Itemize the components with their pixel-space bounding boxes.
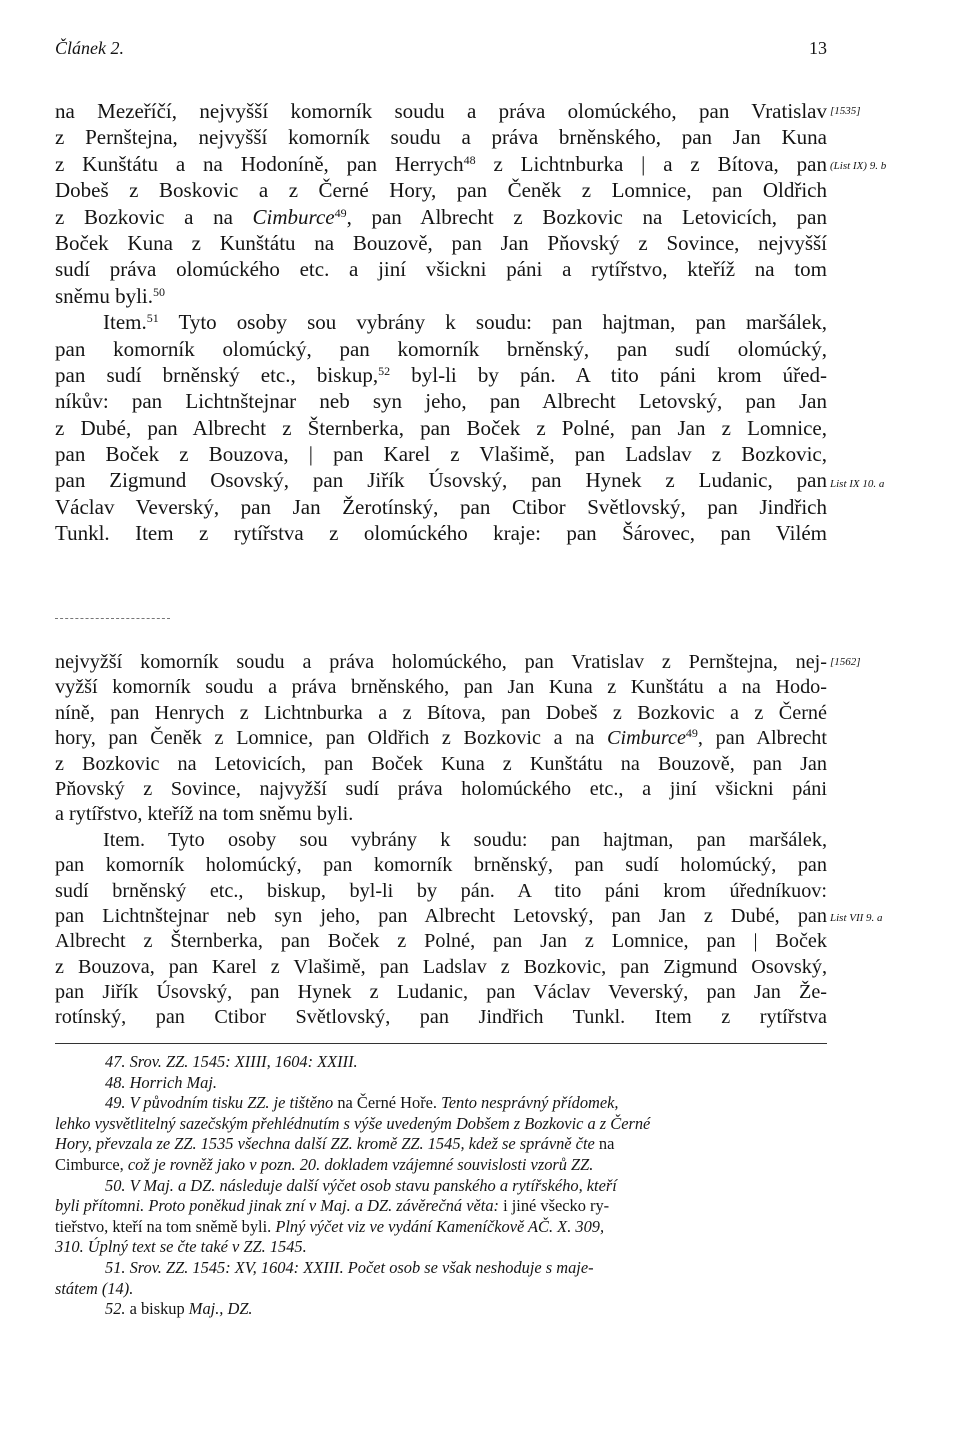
text-line: Boček Kuna z Kunštátu na Bouzově, pan Jan Pňovský z Sovince, nejvyšší bbox=[55, 230, 827, 255]
footnote-48: 48. Horrich Maj. bbox=[105, 1072, 218, 1092]
running-head bbox=[55, 38, 827, 62]
page-number: 13 bbox=[809, 38, 827, 58]
margin-note-list-vii-9a: List VII 9. a bbox=[830, 912, 883, 924]
text-line: pan komorník holomúcký, pan komorník brněnský, pan sudí holomúcký, pan bbox=[55, 854, 827, 877]
footnotes bbox=[55, 1052, 827, 1320]
text-line: Tunkl. Item z rytířstva z olomúckého kraje: pan Šárovec, pan Vilém bbox=[55, 521, 827, 546]
text-line: pan Boček z Bouzova, | pan Karel z Vlašimě, pan Ladslav z Bozkovic, bbox=[55, 442, 827, 467]
footnote-ref: 49 bbox=[334, 205, 347, 220]
footnote-51: 51. Srov. ZZ. 1545: XV, 1604: XXIII. Počet osob se však neshoduje s maje- státem (14). bbox=[55, 1257, 594, 1298]
text-line: pan Jiřík Úsovský, pan Hynek z Ludanic, pan Václav Veverský, pan Jan Že- bbox=[55, 981, 827, 1004]
footnote-rule bbox=[55, 1043, 827, 1044]
footnote-ref: 49 bbox=[685, 726, 698, 741]
text-line: Pňovský z Sovince, najvyžší sudí práva holomúckého etc., a jiní všickni páni bbox=[55, 777, 827, 800]
text-line: Albrecht z Šternberka, pan Boček z Polné, pan Jan z Lomnice, pan | Boček bbox=[55, 930, 827, 953]
section-separator bbox=[55, 618, 170, 619]
text-line: sudí brněnský etc., biskup, byl-li by pán. A tito páni krom úředníkuov: bbox=[55, 879, 827, 902]
text-line: z Dubé, pan Albrecht z Šternberka, pan Boček z Polné, pan Jan z Lomnice, bbox=[55, 415, 827, 440]
text-line: níkův: pan Lichtnštejnar neb syn jeho, pan Albrecht Letovský, pan Jan bbox=[55, 389, 827, 414]
text-line: pan komorník olomúcký, pan komorník brněnský, pan sudí olomúcký, bbox=[55, 336, 827, 361]
text-line: sněmu byli.$^{50}$ bbox=[55, 283, 165, 308]
text-line: Václav Veverský, pan Jan Žerotínský, pan Ctibor Světlovský, pan Jindřich bbox=[55, 494, 827, 519]
text-line: na Mezeříčí, nejvyšší komorník soudu a práva olomúckého, pan Vratislav bbox=[55, 99, 827, 123]
text-line: vyžší komorník soudu a práva brněnského, pan Jan Kuna z Kunštátu a na Hodo- bbox=[55, 676, 827, 699]
text-line: níně, pan Henrych z Lichtnburka a z Bítova, pan Dobeš z Bozkovic a z Černé bbox=[55, 701, 827, 724]
text-line: sudí práva olomúckého etc. a jiní všickni páni a rytířstvo, kteříž na tom bbox=[55, 257, 827, 282]
text-line: z Bouzova, pan Karel z Vlašimě, pan Ladslav z Bozkovic, pan Zigmund Osovský, bbox=[55, 955, 827, 978]
margin-note-list-ix-9b: (List IX) 9. b bbox=[830, 160, 887, 172]
footnote-ref: 51 bbox=[146, 311, 159, 326]
margin-note-year-1562: [1562] bbox=[830, 656, 861, 668]
margin-note-list-ix-10a: List IX 10. a bbox=[830, 478, 885, 490]
article-title: Článek 2. bbox=[55, 38, 124, 58]
footnote-49: 49. V původním tisku ZZ. je tištěno na Černé Hoře. Tento nesprávný přídomek, lehko vysvětlitelný sazečským přehlédnutím s výše uvedeným Dobšem z Bozkovic a z Černé Hory, převzala ze ZZ. 1535 všechna další ZZ. kromě ZZ. 1545, kdež se správně čte na Cimburce, což je rovněž jako v pozn. 20. dokladem vzájemné souvislosti vzorů ZZ. bbox=[55, 1093, 651, 1174]
footnote-47: 47. Srov. ZZ. 1545: XIIII, 1604: XXIII. bbox=[105, 1052, 358, 1071]
main-text-1535 bbox=[55, 98, 827, 547]
text-line: pan sudí brněnský etc., biskup,$^{52}$ byl-li by pán. A tito páni krom úřed- bbox=[55, 362, 827, 387]
text-line: hory, pan Čeněk z Lomnice, pan Oldřich z Bozkovic a na Cimburce$^{49}$, pan Albrecht bbox=[55, 726, 828, 750]
footnote-ref: 50 bbox=[153, 284, 165, 299]
text-line: rotínský, pan Ctibor Světlovský, pan Jindřich Tunkl. Item z rytířstva bbox=[55, 1006, 827, 1029]
footnote-ref: 48 bbox=[463, 152, 476, 167]
text-line: Dobeš z Boskovic a z Černé Hory, pan Čeněk z Lomnice, pan Oldřich bbox=[55, 178, 827, 203]
text-line: z Pernštejna, nejvyšší komorník soudu a práva brněnského, pan Jan Kuna bbox=[55, 125, 827, 150]
text-line: pan Lichtnštejnar neb syn jeho, pan Albrecht Letovský, pan Jan z Dubé, pan bbox=[55, 904, 827, 927]
text-line: a rytířstvo, kteříž na tom sněmu byli. bbox=[55, 803, 354, 826]
text-line: z Bozkovic a na Cimburce$^{49}$, pan Albrecht z Bozkovic na Letovicích, pan bbox=[55, 204, 827, 229]
text-line: nejvyžší komorník soudu a práva holomúckého, pan Vratislav z Pernštejna, nej- bbox=[55, 651, 827, 673]
text-line: Item.$^{51}$ Tyto osoby sou vybrány k soudu: pan hajtman, pan maršálek, bbox=[103, 310, 827, 335]
footnote-50: 50. V Maj. a DZ. následuje další výčet osob stavu panského a rytířského, kteří byli přítomni. Proto poněkud jinak zní v Maj. a DZ. závěrečná věta: i jiné všecko ry- tieřstvo, kteří na tom sněmě byli. Plný výčet viz ve vydání Kameníčkově AČ. X. 309, 310. Úplný text se čte také v ZZ. 1545. bbox=[55, 1175, 617, 1257]
footnote-ref: 52 bbox=[378, 363, 391, 378]
margin-note-year-1535: [1535] bbox=[830, 105, 861, 117]
text-line: Item. Tyto osoby sou vybrány k soudu: pan hajtman, pan maršálek, bbox=[103, 828, 827, 851]
text-line: pan Zigmund Osovský, pan Jiřík Úsovský, pan Hynek z Ludanic, pan bbox=[55, 468, 827, 493]
main-text-1562 bbox=[55, 650, 827, 1031]
text-line: z Bozkovic na Letovicích, pan Boček Kuna z Kunštátu na Bouzově, pan Jan bbox=[55, 752, 827, 775]
footnote-52: 52. a biskup Maj., DZ. bbox=[105, 1299, 253, 1319]
text-line: z Kunštátu a na Hodoníně, pan Herrych$^{48}$ z Lichtnburka | a z Bítova, pan bbox=[55, 151, 827, 176]
